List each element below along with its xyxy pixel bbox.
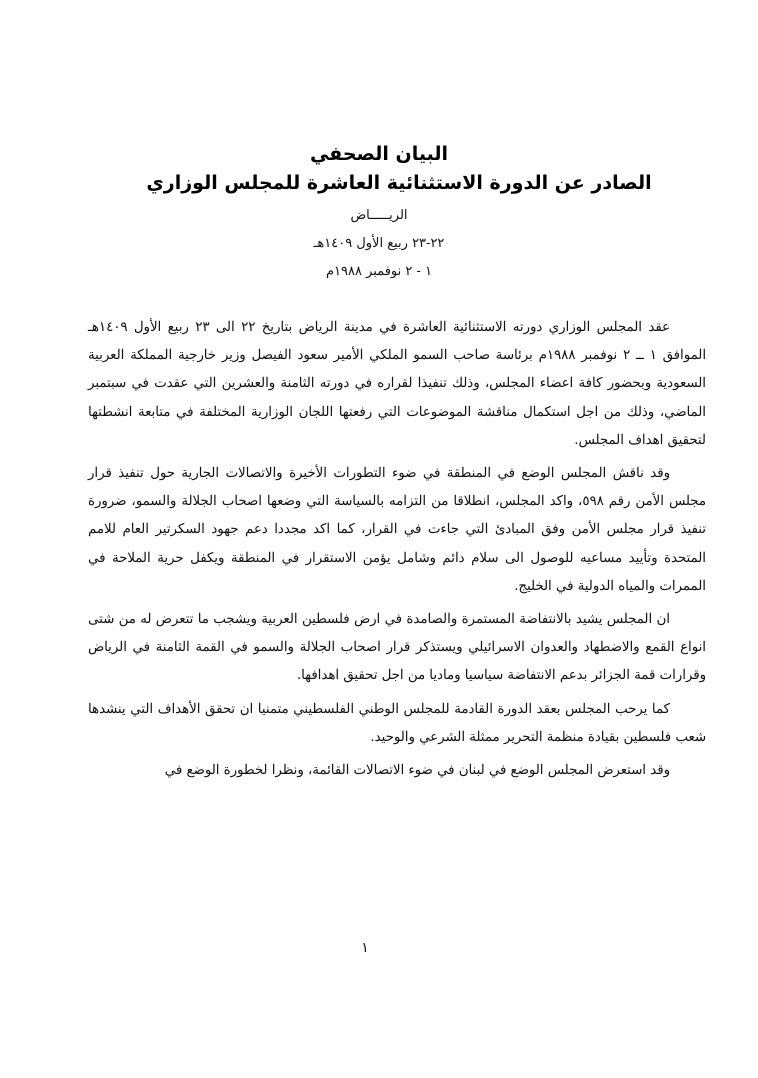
paragraph-region: وقد ناقش المجلس الوضع في المنطقة في ضوء التطورات الأخيرة والاتصالات الجارية حول تنفيذ قرار مجلس الأمن رقم ٥٩٨، واكد المجلس، انطلاقا من التزامه بالسياسة التي وضعها اصحاب الجلالة والسمو، ضرورة تنفيذ قرار مجلس الأمن وفق المبادئ التي جاءت في القرار، كما اكد مجددا دعم جهود السكرتير العام للامم المتحدة وتأييد مساعيه للوصول الى سلام دائم وشامل يؤمن الاستقرار في المنطقة ويكفل حرية الملاحة في الممرات والمياه الدولية في الخليج. bbox=[88, 466, 707, 594]
document-city: الريـــــاض bbox=[350, 208, 408, 223]
document-title: البيان الصحفي bbox=[309, 143, 449, 165]
document-header bbox=[0, 140, 758, 286]
paragraph-meeting: عقد المجلس الوزاري دورته الاستثنائية العاشرة في مدينة الرياض بتاريخ ٢٢ الى ٢٣ ربيع الأول ١٤٠٩هـ الموافق ١ ــ ٢ نوفمبر ١٩٨٨م برئاسة صاحب السمو الملكي الأمير سعود الفيصل وزير خارجية المملكة العربية السعودية وبحضور كافة اعضاء المجلس، وذلك تنفيذا لقراره في دورته الثامنة والعشرين التي عقدت في سبتمبر الماضي، وذلك من اجل استكمال مناقشة الموضوعات التي رفعتها اللجان الوزارية المختلفة في متابعة انشطتها لتحقيق اهداف المجلس. bbox=[88, 320, 707, 448]
document-body bbox=[88, 314, 706, 790]
paragraph-lebanon: وقد استعرض المجلس الوضع في لبنان في ضوء الاتصالات القائمة، ونظرا لخطورة الوضع في bbox=[164, 763, 670, 779]
gregorian-date: ١ - ٢ نوفمبر ١٩٨٨م bbox=[325, 264, 433, 279]
page-number: ١ bbox=[361, 940, 369, 956]
paragraph-intifada: ان المجلس يشيد بالانتفاضة المستمرة والصامدة في ارض فلسطين العربية ويشجب ما تتعرض له من شتى انواع القمع والاضطهاد والعدوان الاسرائيلي ويستذكر قرار اصحاب الجلالة والسمو في القمة الثامنة في الرياض وقرارات قمة الجزائر بدعم الانتفاضة سياسيا وماديا من اجل تحقيق اهدافها. bbox=[88, 612, 706, 684]
paragraph-pnc: كما يرحب المجلس بعقد الدورة القادمة للمجلس الوطني الفلسطيني متمنيا ان تحقق الأهداف التي ينشدها شعب فلسطين بقيادة منظمة التحرير ممثلة الشرعي والوحيد. bbox=[88, 701, 706, 745]
hijri-date: ٢٢-٢٣ ربيع الأول ١٤٠٩هـ bbox=[313, 236, 445, 251]
document-subtitle: الصادر عن الدورة الاستثنائية العاشرة للمجلس الوزاري bbox=[146, 172, 652, 194]
